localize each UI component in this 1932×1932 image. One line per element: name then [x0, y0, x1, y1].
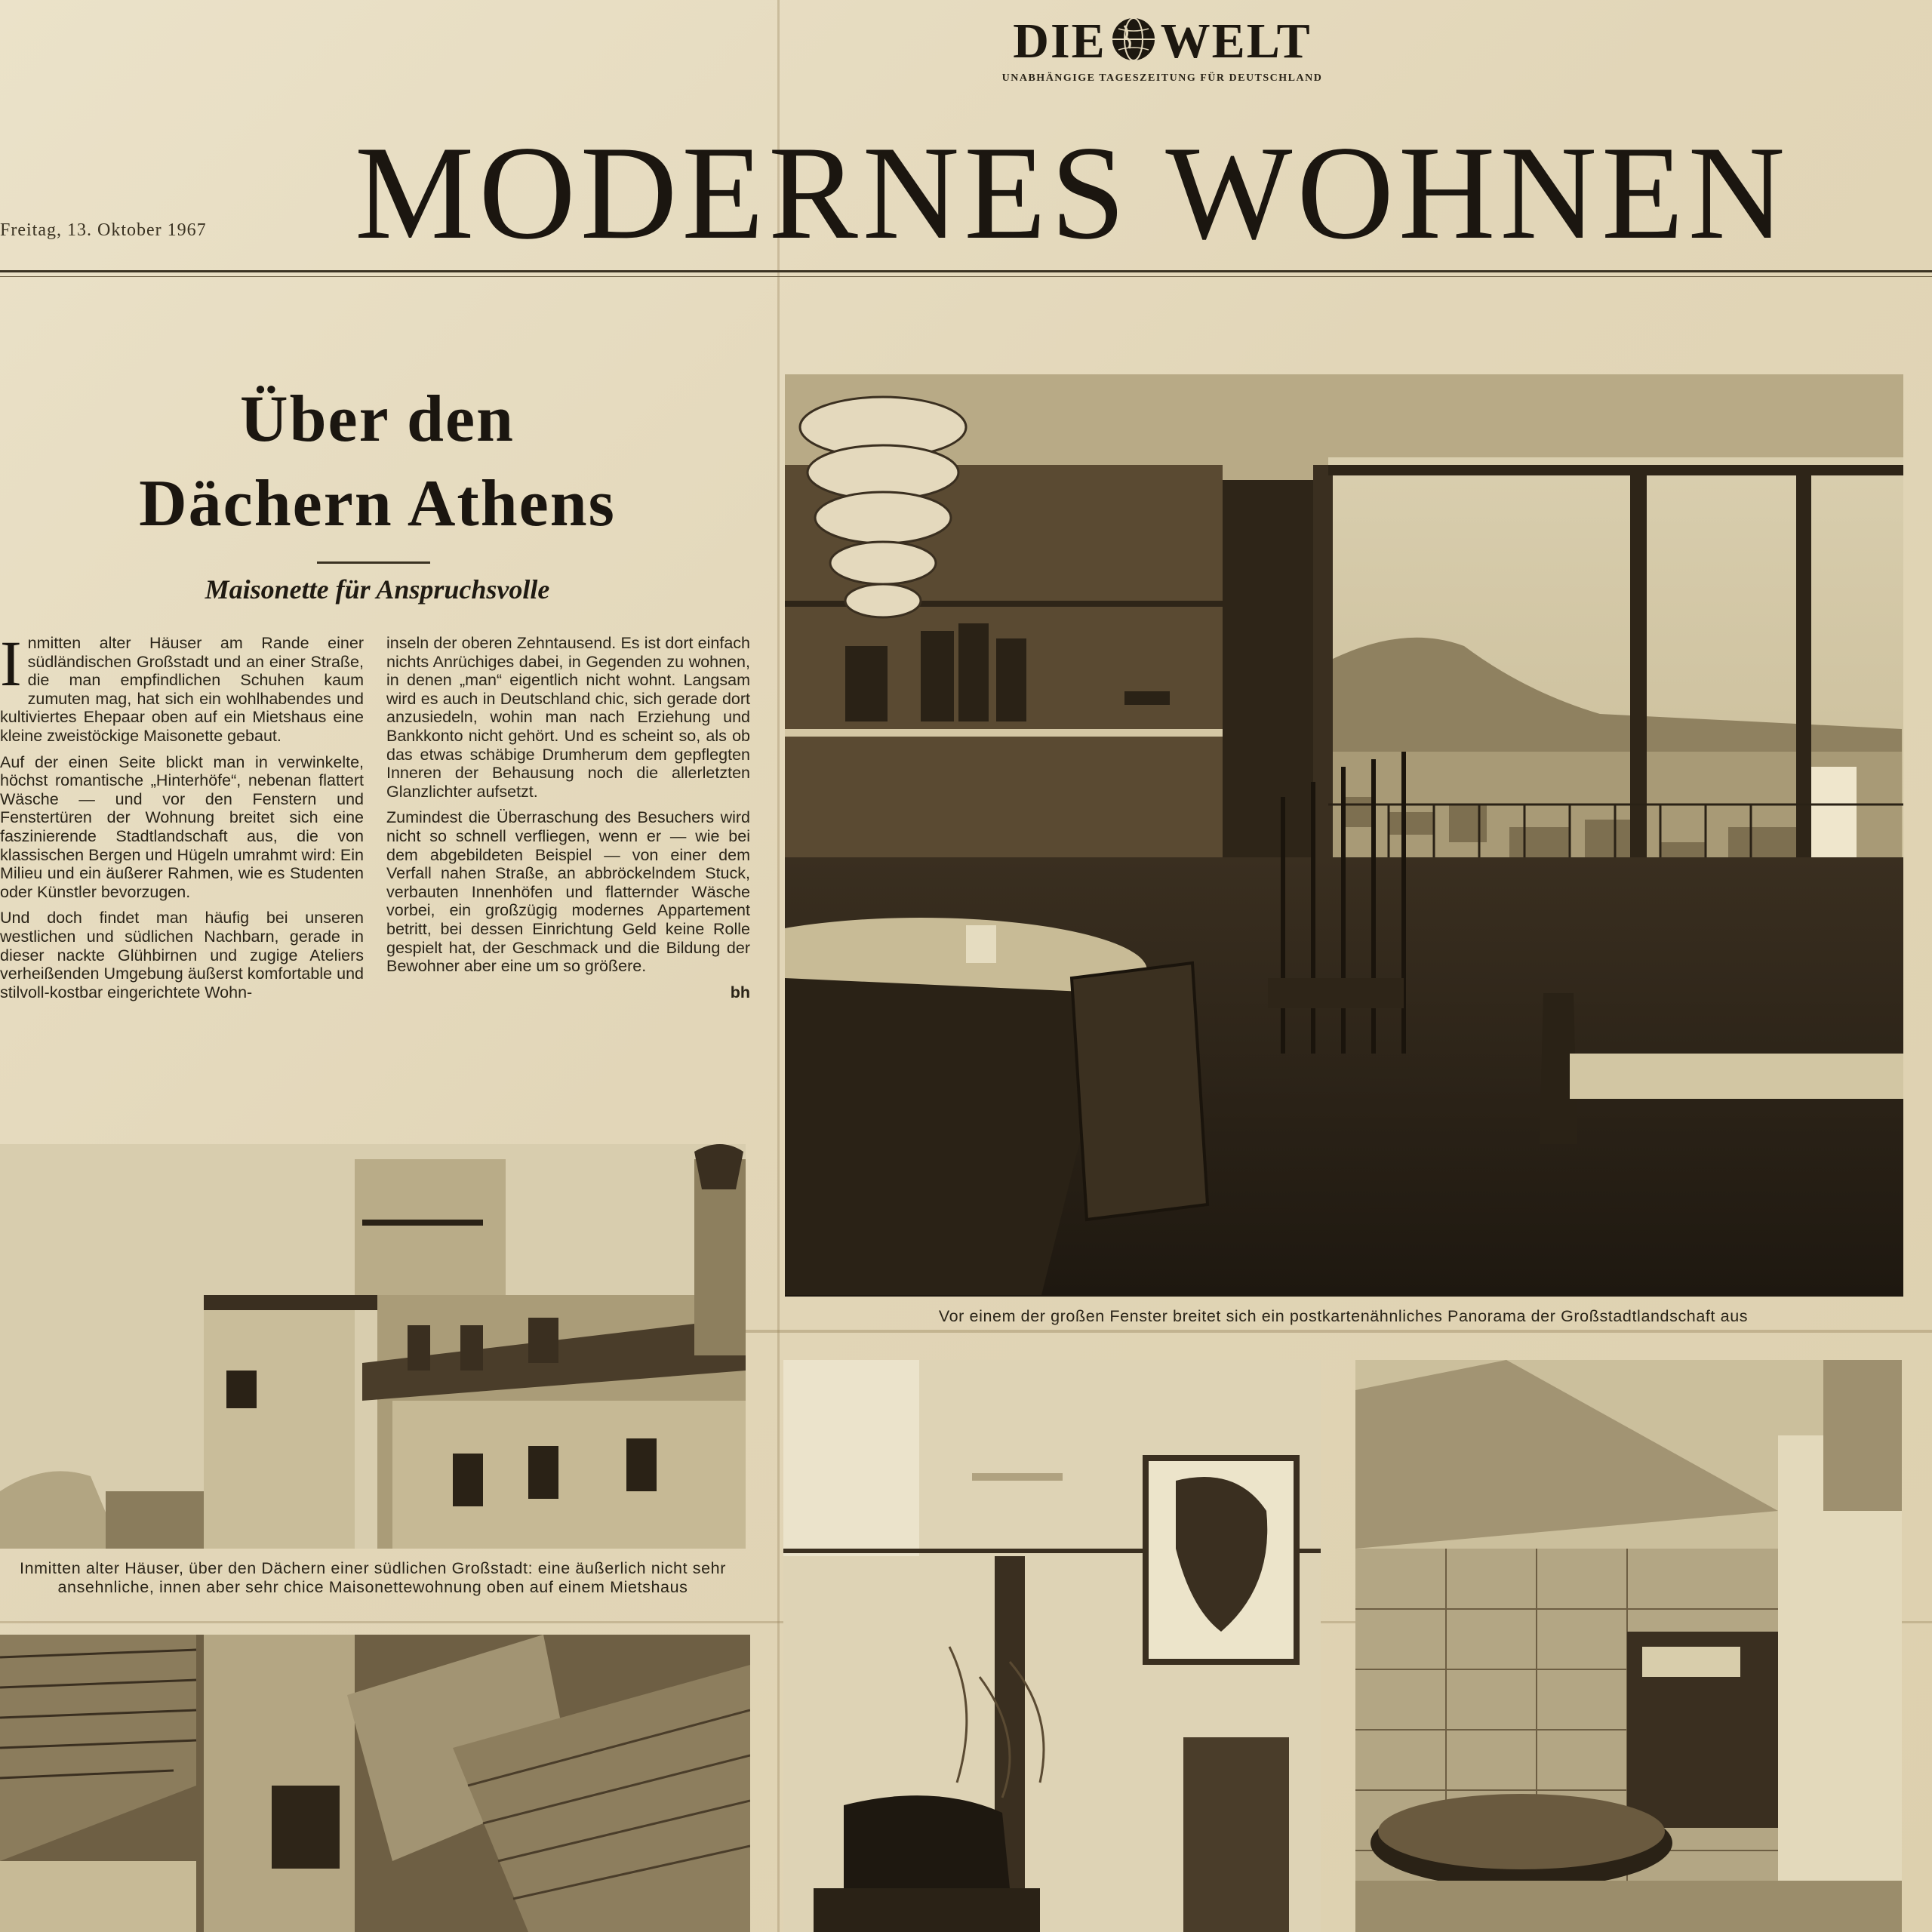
header-rule-thin	[0, 276, 1932, 277]
paragraph: Zumindest die Überraschung des Besuchers wird nicht so schnell verfliegen, wenn er — wie bei dem abgebildeten Beispiel — von einer dem Verfall nahen Straße, an abbröckelndem Stuck, verbauten Innenhöfen und flatternder Wäsche vorbei, ein großzügig modernes Appartement betritt, bei dessen Einrichtung Geld keine Rolle gespielt hat, der Geschmack und die Bildung der Bewohner aber eine um so größere.	[386, 808, 750, 976]
fold-crease-vertical	[777, 0, 780, 1932]
photo-interior-lounge	[783, 1360, 1321, 1932]
paragraph-text: nmitten alter Häuser am Rande einer südländischen Großstadt und an einer Straße, die man empfindlichen Schuhen kaum zumuten mag, hat sich ein wohlhabendes und kultiviertes Ehepaar oben auf ein Mietshaus eine kleine zweistöckige Maisonette gebaut.	[0, 634, 364, 745]
article-headline	[30, 377, 724, 546]
headline-line-2: Dächern Athens	[139, 467, 616, 540]
paragraph: inseln der oberen Zehntausend. Es ist dort einfach nichts Anrüchiges dabei, in Gegenden zu wohnen, in denen „man“ eigentlich nicht wohnt. Langsam wird es auch in Deutschland chic, sich gerade dort anzusiedeln, wohin man nach Erziehung und Bankkonto nicht gehört. Und es scheint so, als ob das etwas schäbige Drumherum dem gepflegten Inneren der Behausung noch die allerletzten Glanzlichter aufsetzt.	[386, 634, 750, 801]
dateline: Freitag, 13. Oktober 1967	[0, 220, 207, 240]
photo-living-room-panorama	[785, 374, 1903, 1297]
author-signature: bh	[730, 983, 750, 1001]
paragraph: Und doch findet man häufig bei unseren westlichen und südlichen Nachbarn, gerade in dieser nackte Glühbirnen und zugige Ateliers verheißenden Umgebung äußerst komfortable und stilvoll-kostbar eingerichtete Wohn-	[0, 909, 364, 1001]
headline-line-1: Über den	[240, 383, 515, 456]
caption-rooftop-photo: Inmitten alter Häuser, über den Dächern einer südlichen Großstadt: eine äußerlich nicht sehr ansehnliche, innen aber sehr chice Maisonettewohnung oben auf einem Mietshaus	[20, 1559, 726, 1596]
caption-main-photo: Vor einem der großen Fenster breitet sich ein postkartenähnliches Panorama der Großstadtlandschaft aus	[938, 1307, 1749, 1325]
masthead-name	[996, 12, 1328, 71]
photo-old-roofs	[0, 1635, 750, 1932]
photo-roof-terrace	[1355, 1360, 1902, 1932]
headline-divider	[317, 561, 430, 564]
masthead	[996, 12, 1328, 85]
masthead-name-right: WELT	[1160, 14, 1312, 69]
photo-rooftop-exterior	[0, 1144, 746, 1549]
article-column-1	[0, 627, 364, 1009]
section-title: MODERNES WOHNEN	[355, 118, 1790, 267]
article-subheadline: Maisonette für Anspruchsvolle	[205, 574, 550, 605]
paragraph: Auf der einen Seite blickt man in verwinkelte, höchst romantische „Hinterhöfe“, nebenan flattert Wäsche — und vor den Fenstern und Fenstertüren der Wohnung breitet sich eine faszinierende Stadtlandschaft aus, die von klassischen Bergen und Hügeln umrahmt wird: Ein Milieu und ein äußerer Rahmen, wie es Studenten oder Künstler bevorzugen.	[0, 752, 364, 901]
article-column-2	[386, 634, 750, 1001]
header-rule	[0, 270, 1932, 272]
masthead-tagline: UNABHÄNGIGE TAGESZEITUNG FÜR DEUTSCHLAND	[1001, 72, 1323, 84]
masthead-name-left: DIE	[1013, 14, 1106, 69]
globe-logo-icon	[1111, 17, 1156, 62]
dropcap: I	[0, 627, 22, 700]
paragraph	[0, 627, 364, 746]
